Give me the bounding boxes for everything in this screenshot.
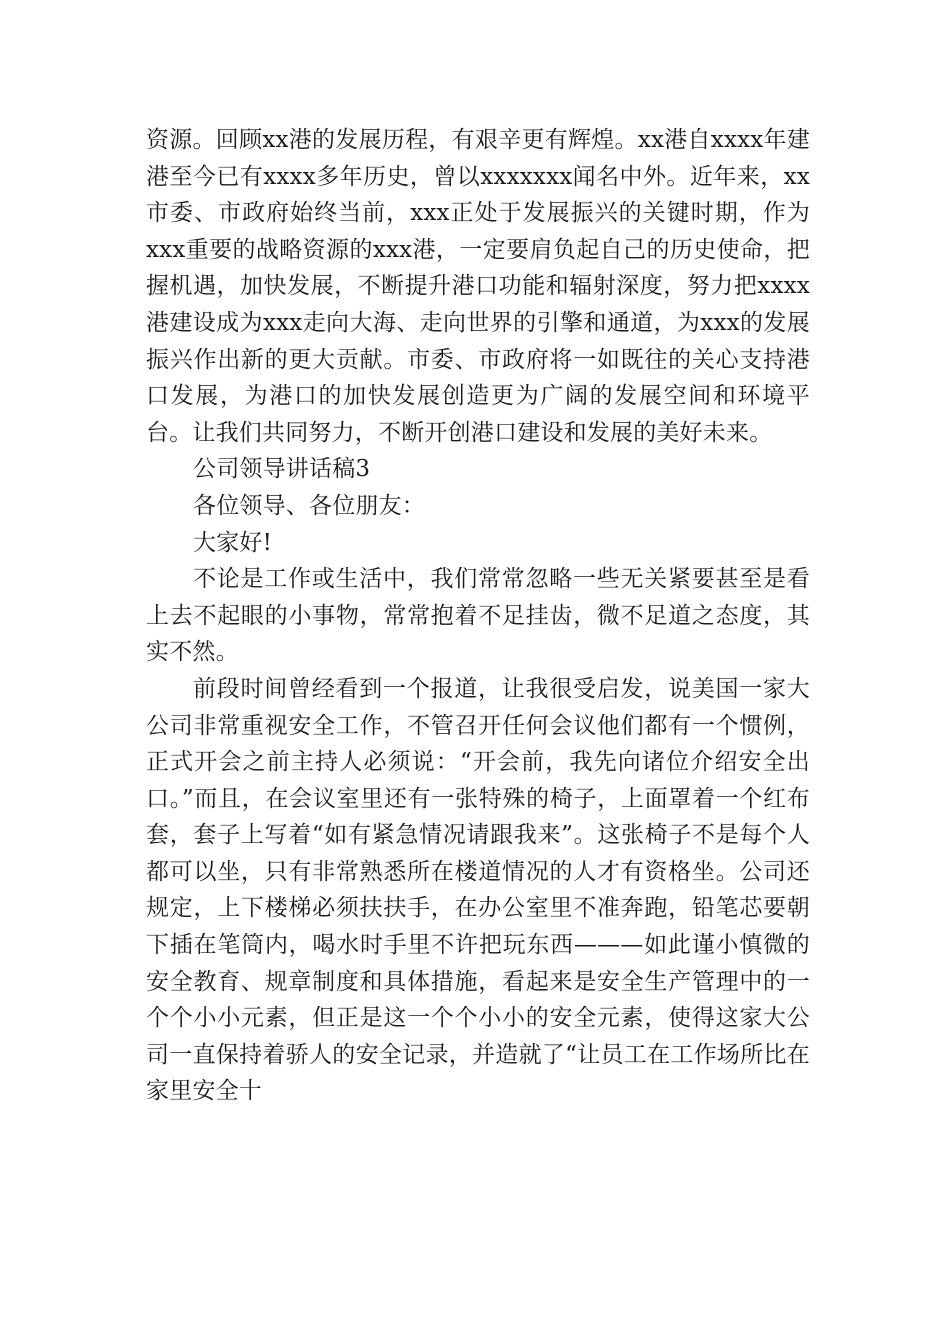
section-heading: 公司领导讲话稿3 — [193, 456, 371, 483]
paragraph-safety-story: 前段时间曾经看到一个报道，让我很受启发，说美国一家大公司非常重视安全工作，不管召开任何会议他们都有一个惯例，正式开会之前主持人必须说：“开会前，我先向诸位介绍安全出口。”而且，在会议室里还有一张特殊的椅子，上面罩着一个红布套，套子上写着“如有紧急情况请跟我来”。这张椅子不是每个人都可以坐，只有非常熟悉所在楼道情况的人才有资格坐。公司还规定，上下楼梯必须扶扶手，在办公室里不准奔跑，铅笔芯要朝下插在笔筒内，喝水时手里不许把玩东西———如此谨小慎微的安全教育、规章制度和具体措施，看起来是安全生产管理中的一个个小小元素，但正是这一个个小小的安全元素，使得这家大公司一直保持着骄人的安全记录，并造就了“让员工在工作场所比在家里安全十 — [146, 675, 810, 1105]
document-page — [146, 122, 810, 1110]
salutation: 各位领导、各位朋友： — [193, 492, 425, 519]
greeting: 大家好! — [193, 529, 273, 556]
paragraph-port-development: 资源。回顾xx港的发展历程，有艰辛更有辉煌。xx港自xxxx年建港至今已有xxxx多年历史，曾以xxxxxxx闻名中外。近年来，xx市委、市政府始终当前，xxx正处于发展振兴的关键时期，作为xxx重要的战略资源的xxx港，一定要肩负起自己的历史使命，把握机遇，加快发展，不断提升港口功能和辐射深度，努力把xxxx港建设成为xxx走向大海、走向世界的引擎和通道，为xxx的发展振兴作出新的更大贡献。市委、市政府将一如既往的关心支持港口发展，为港口的加快发展创造更为广阔的发展空间和环境平台。让我们共同努力，不断开创港口建设和发展的美好未来。 — [146, 127, 810, 446]
paragraph-small-things: 不论是工作或生活中，我们常常忽略一些无关紧要甚至是看上去不起眼的小事物，常常抱着不足挂齿，微不足道之态度，其实不然。 — [146, 566, 810, 666]
